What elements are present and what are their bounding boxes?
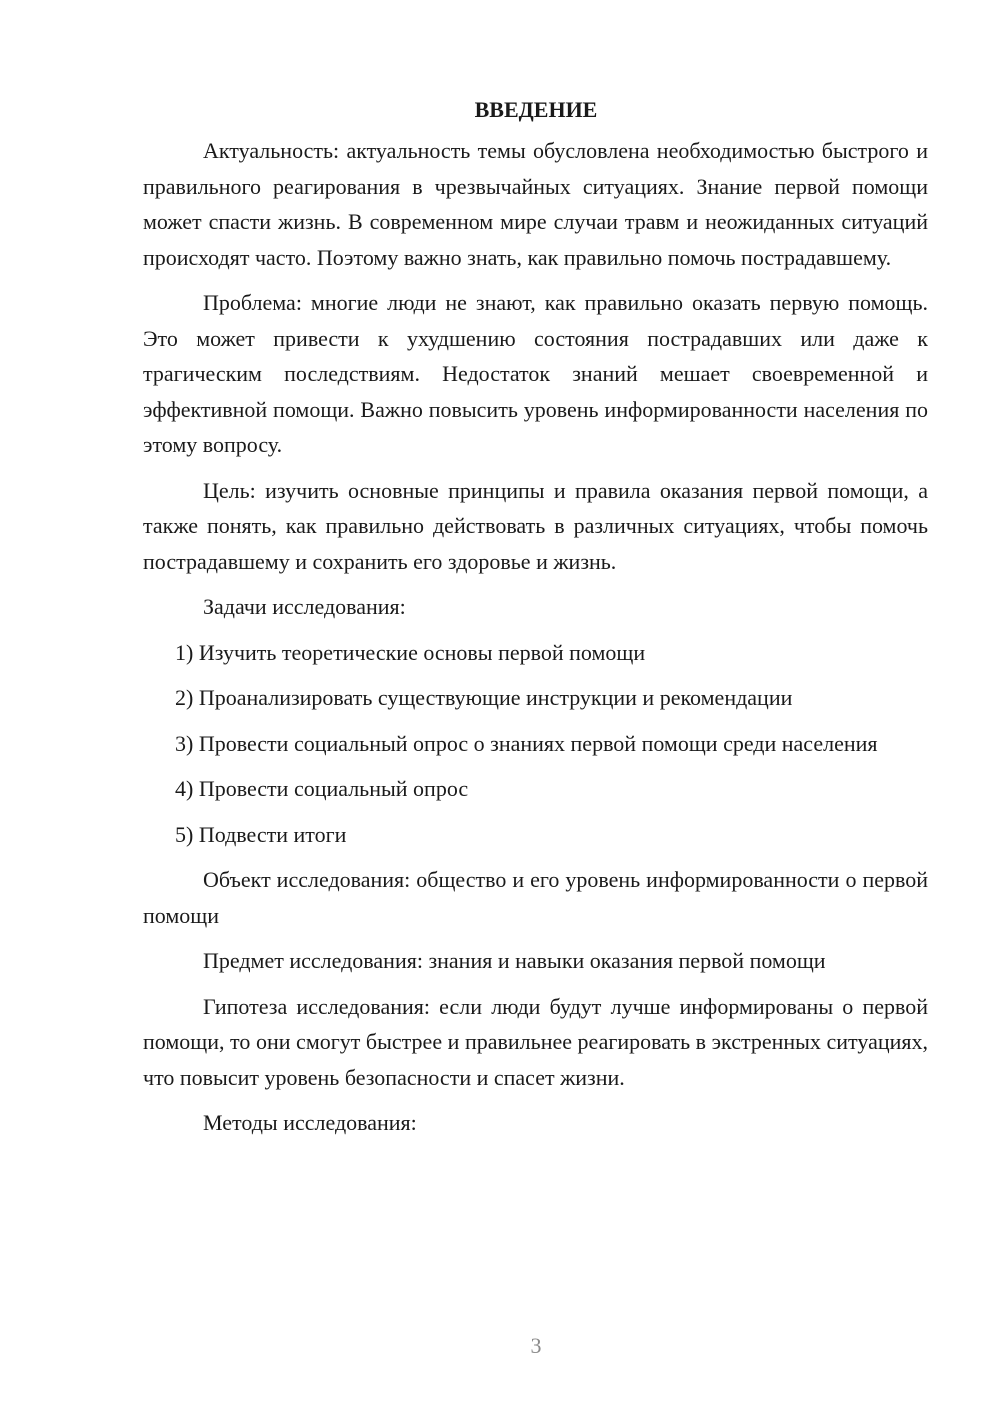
paragraph-object: Объект исследования: общество и его уровень информированности о первой помощи xyxy=(143,867,928,928)
tasks-heading: Задачи исследования: xyxy=(203,594,406,619)
methods-heading: Методы исследования: xyxy=(203,1110,417,1135)
list-item-task-3: 3) Провести социальный опрос о знаниях первой помощи среди населения xyxy=(175,730,878,756)
list-item-task-1: 1) Изучить теоретические основы первой помощи xyxy=(175,639,646,665)
page-content xyxy=(143,92,928,1151)
list-item-task-5: 5) Подвести итоги xyxy=(175,821,347,847)
paragraph-problem: Проблема: многие люди не знают, как правильно оказать первую помощь. Это может привести к ухудшению состояния пострадавших или даже к трагическим последствиям. Недостаток знаний мешает своевременной и эффективной помощи. Важно повысить уровень информированности населения по этому вопросу. xyxy=(143,290,928,457)
list-item-task-2: 2) Проанализировать существующие инструкции и рекомендации xyxy=(175,685,793,710)
paragraph-goal: Цель: изучить основные принципы и правила оказания первой помощи, а также понять, как правильно действовать в различных ситуациях, чтобы помочь пострадавшему и сохранить его здоровье и жизнь. xyxy=(143,477,928,574)
paragraph-subject: Предмет исследования: знания и навыки оказания первой помощи xyxy=(203,948,826,973)
paragraph-relevance: Актуальность: актуальность темы обусловлена необходимостью быстрого и правильного реагирования в чрезвычайных ситуациях. Знание первой помощи может спасти жизнь. В современном мире случаи травм и неожиданных ситуаций происходят часто. Поэтому важно знать, как правильно помочь пострадавшему. xyxy=(143,138,928,270)
page-number: 3 xyxy=(530,1333,542,1358)
paragraph-hypothesis: Гипотеза исследования: если люди будут лучше информированы о первой помощи, то они смогут быстрее и правильнее реагировать в экстренных ситуациях, что повысит уровень безопасности и спасет жизни. xyxy=(143,993,928,1090)
list-item-task-4: 4) Провести социальный опрос xyxy=(175,776,469,801)
page-title: ВВЕДЕНИЕ xyxy=(474,97,598,122)
